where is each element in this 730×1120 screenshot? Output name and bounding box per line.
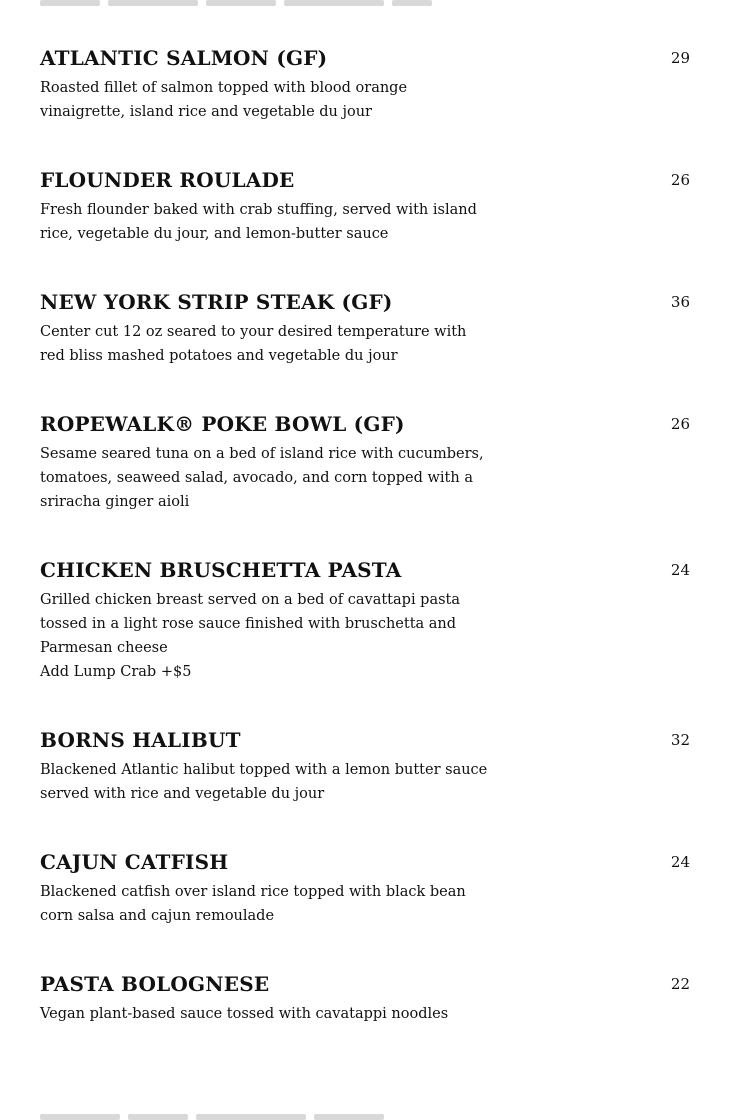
item-description: Sesame seared tuna on a bed of island rice with cucumbers, tomatoes, seaweed salad, avocado, and corn topped with a sriracha ginger aioli	[40, 446, 484, 510]
item-price: 26	[670, 415, 690, 433]
item-price: 36	[670, 293, 690, 311]
item-description: Blackened Atlantic halibut topped with a lemon butter sauce served with rice and vegetable du jour	[40, 762, 488, 802]
item-description: Grilled chicken breast served on a bed of cavattapi pasta tossed in a light rose sauce finished with bruschetta and Parmesan cheese	[40, 592, 461, 656]
item-description: Blackened catfish over island rice topped with black bean corn salsa and cajun remoulade	[40, 884, 466, 924]
item-description: Roasted fillet of salmon topped with blood orange vinaigrette, island rice and vegetable du jour	[40, 80, 408, 120]
item-name: ROPEWALK® POKE BOWL (GF)	[40, 412, 405, 436]
item-name: CAJUN CATFISH	[40, 850, 229, 874]
cut-off-text-bottom	[40, 1110, 460, 1120]
item-description-block	[40, 588, 495, 684]
item-price: 24	[670, 561, 690, 579]
item-name: ATLANTIC SALMON (GF)	[40, 46, 328, 70]
item-description: Center cut 12 oz seared to your desired temperature with red bliss mashed potatoes and vegetable du jour	[40, 324, 467, 364]
item-price: 26	[670, 171, 690, 189]
item-name: CHICKEN BRUSCHETTA PASTA	[40, 558, 402, 582]
item-price: 32	[670, 731, 690, 749]
item-name: NEW YORK STRIP STEAK (GF)	[40, 290, 393, 314]
item-description: Fresh flounder baked with crab stuffing, served with island rice, vegetable du jour, and lemon-butter sauce	[40, 202, 477, 242]
cut-off-text-top	[40, 0, 460, 10]
item-description: Vegan plant-based sauce tossed with cavatappi noodles	[40, 1006, 449, 1022]
item-addon: Add Lump Crab +$5	[40, 664, 192, 680]
item-price: 22	[670, 975, 690, 993]
item-name: FLOUNDER ROULADE	[40, 168, 295, 192]
item-price: 24	[670, 853, 690, 871]
item-price: 29	[670, 49, 690, 67]
item-name: BORNS HALIBUT	[40, 728, 241, 752]
item-name: PASTA BOLOGNESE	[40, 972, 270, 996]
